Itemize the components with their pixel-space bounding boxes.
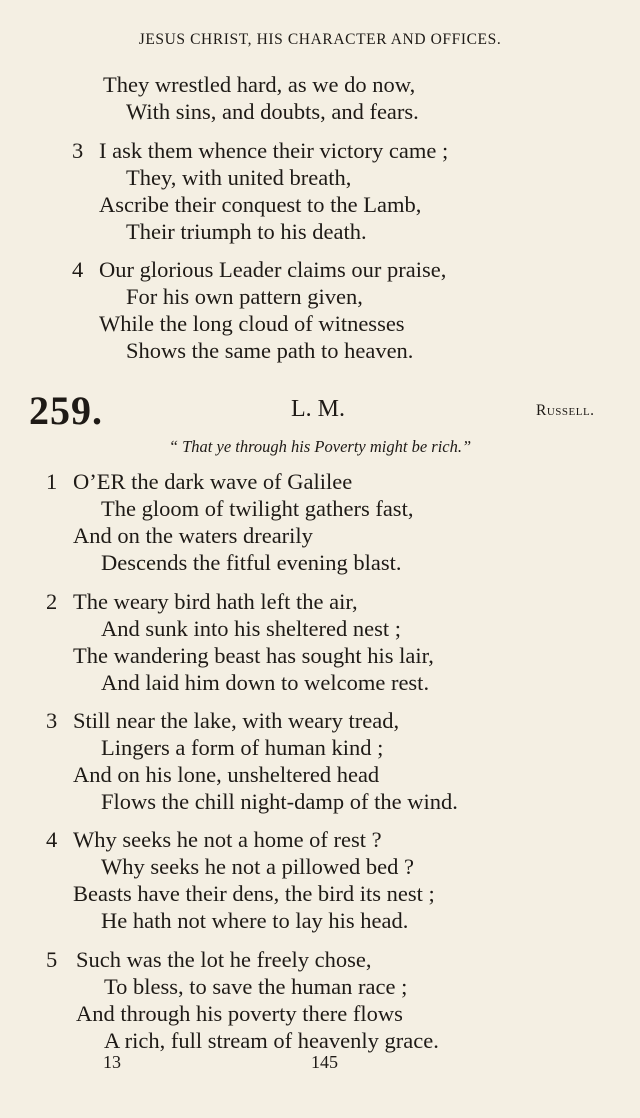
verse-line: O’ER the dark wave of Galilee — [73, 469, 353, 494]
stanza-number: 3 — [72, 138, 84, 163]
verse-line: And through his poverty there flows — [76, 1001, 403, 1026]
verse-line: They wrestled hard, as we do now, — [103, 72, 416, 97]
verse-line: To bless, to save the human race ; — [104, 974, 408, 999]
signature-mark: 13 — [103, 1052, 121, 1072]
stanza-number: 5 — [46, 947, 58, 972]
verse-line: For his own pattern given, — [126, 284, 363, 309]
verse-line: Lingers a form of human kind ; — [101, 735, 384, 760]
verse-line: Descends the fitful evening blast. — [101, 550, 402, 575]
verse-line: Our glorious Leader claims our praise, — [99, 257, 447, 282]
page-number: 145 — [311, 1052, 338, 1072]
verse-line: I ask them whence their victory came ; — [99, 138, 449, 163]
hymn-meter: L. M. — [291, 396, 345, 422]
hymn-author: Russell. — [536, 402, 595, 419]
verse-line: Flows the chill night-damp of the wind. — [101, 789, 458, 814]
verse-line: Still near the lake, with weary tread, — [73, 708, 400, 733]
stanza-number: 4 — [72, 257, 84, 282]
verse-line: A rich, full stream of heavenly grace. — [104, 1028, 439, 1053]
verse-line: Why seeks he not a home of rest ? — [73, 827, 382, 852]
verse-line: They, with united breath, — [126, 165, 352, 190]
stanza-number: 3 — [46, 708, 58, 733]
verse-line: The weary bird hath left the air, — [73, 589, 358, 614]
verse-line: Why seeks he not a pillowed bed ? — [101, 854, 415, 879]
verse-line: Such was the lot he freely chose, — [76, 947, 372, 972]
stanza-number: 1 — [46, 469, 58, 494]
running-head: JESUS CHRIST, HIS CHARACTER AND OFFICES. — [138, 31, 502, 48]
verse-line: Beasts have their dens, the bird its nest ; — [73, 881, 435, 906]
verse-line: While the long cloud of witnesses — [99, 311, 405, 336]
verse-line: He hath not where to lay his head. — [101, 908, 409, 933]
verse-line: The gloom of twilight gathers fast, — [101, 496, 414, 521]
hymn-epigraph: “ That ye through his Poverty might be rich.” — [168, 437, 472, 456]
verse-line: Shows the same path to heaven. — [126, 338, 414, 363]
verse-line: Their triumph to his death. — [126, 219, 367, 244]
verse-line: With sins, and doubts, and fears. — [126, 99, 419, 124]
verse-line: And on his lone, unsheltered head — [73, 762, 380, 787]
verse-line: And on the waters drearily — [73, 523, 313, 548]
stanza-number: 2 — [46, 589, 58, 614]
hymn-number: 259. — [29, 388, 103, 433]
stanza-number: 4 — [46, 827, 58, 852]
verse-line: Ascribe their conquest to the Lamb, — [99, 192, 422, 217]
verse-line: The wandering beast has sought his lair, — [73, 643, 434, 668]
verse-line: And sunk into his sheltered nest ; — [101, 616, 401, 641]
verse-line: And laid him down to welcome rest. — [101, 670, 430, 695]
